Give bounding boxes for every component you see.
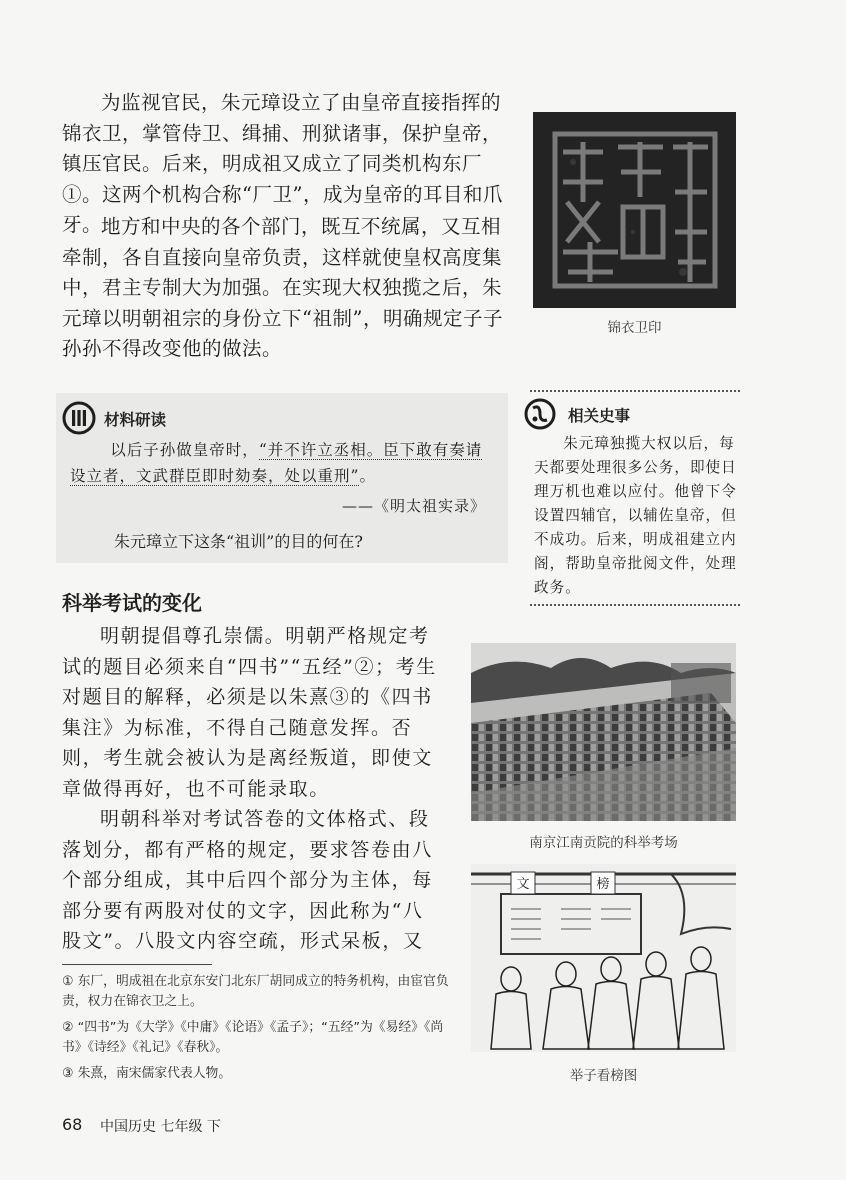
paragraph-baguwen: 明朝科举对考试答卷的文体格式、段落划分，都有严格的规定，要求答卷由八个部分组成，其中后四个部分为主体，每部分要有两股对仗的文字，因此称为“八股文”。八股文内容空疏，形式呆板，又 (62, 808, 433, 952)
page-number: 68 (62, 1115, 83, 1134)
book-title: 中国历史 七年级 下 (100, 1119, 221, 1135)
footnote-rule (62, 964, 212, 965)
material-title: 材料研读 (104, 411, 167, 429)
quote-lead: 以后子孙做皇帝时， (110, 441, 259, 459)
related-icon (524, 398, 556, 430)
quote-underlined: “并不许立丞相。臣下敢有奏请设立者，文武群臣即时劾奏，处以重刑” (70, 441, 483, 485)
material-icon (62, 401, 96, 435)
quote-end: 。 (359, 467, 376, 485)
sign-right: 榜 (596, 877, 610, 892)
footnote-3-text: 朱熹，南宋儒家代表人物。 (77, 1066, 232, 1081)
footnote-2 (62, 1018, 462, 1058)
footnote-1-text: 东厂，明成祖在北京东安门北东厂胡同成立的特务机构，由宦官负责，权力在锦衣卫之上。 (62, 974, 449, 1009)
viewing-list-illustration (471, 864, 736, 1052)
exam-hall-caption: 南京江南贡院的科举考场 (529, 835, 678, 851)
footnote-3 (62, 1064, 462, 1084)
viewing-list-caption: 举子看榜图 (569, 1068, 638, 1084)
sign-left: 文 (516, 877, 530, 892)
seal-caption: 锦衣卫印 (607, 320, 662, 336)
material-question: 朱元璋立下这条“祖训”的目的何在? (114, 532, 363, 551)
paragraph-zuzhi: 地方和中央的各个部门，既互不统属，又互相牵制，各自直接向皇帝负责，这样就使皇权高度集中，君主专制大为加强。在实现大权独揽之后，朱元璋以明朝祖宗的身份立下“祖制”，明确规定子子孙孙不得改变他的做法。 (62, 215, 503, 360)
exam-hall-photo (471, 643, 736, 821)
related-top-border (530, 390, 740, 392)
footnote-3-mark: ③ (62, 1066, 74, 1081)
material-quote (70, 437, 496, 489)
related-bottom-border (530, 604, 740, 606)
footnote-1-mark: ① (62, 974, 74, 989)
footnote-1 (62, 972, 462, 1012)
related-title: 相关史事 (568, 407, 631, 425)
material-source: ——《明太祖实录》 (341, 497, 486, 515)
paragraph-jinyiwei: 为监视官民，朱元璋设立了由皇帝直接指挥的锦衣卫，掌管侍卫、缉捕、刑狱诸事，保护皇帝，镇压官民。后来，明成祖又成立了同类机构东厂①。这两个机构合称“厂卫”，成为皇帝的耳目和爪牙。 (62, 91, 503, 236)
seal-image (533, 112, 736, 308)
footnote-2-mark: ② (62, 1020, 74, 1035)
paragraph-keju: 明朝提倡尊孔崇儒。明朝严格规定考试的题目必须来自“四书”“五经”②；考生对题目的解释，必须是以朱熹③的《四书集注》为标准，不得自己随意发挥。否则，考生就会被认为是离经叛道，即使文章做得再好，也不可能录取。 (62, 625, 437, 800)
section-heading: 科举考试的变化 (62, 591, 202, 615)
footnote-2-text: “四书”为《大学》《中庸》《论语》《孟子》；“五经”为《易经》《尚书》《诗经》《礼记》《春秋》。 (62, 1020, 444, 1055)
material-research-box (56, 393, 508, 563)
related-text: 朱元璋独揽大权以后，每天都要处理很多公务，即使日理万机也难以应付。他曾下令设置四辅官，以辅佐皇帝，但不成功。后来，明成祖建立内阁，帮助皇帝批阅文件，处理政务。 (534, 435, 737, 596)
